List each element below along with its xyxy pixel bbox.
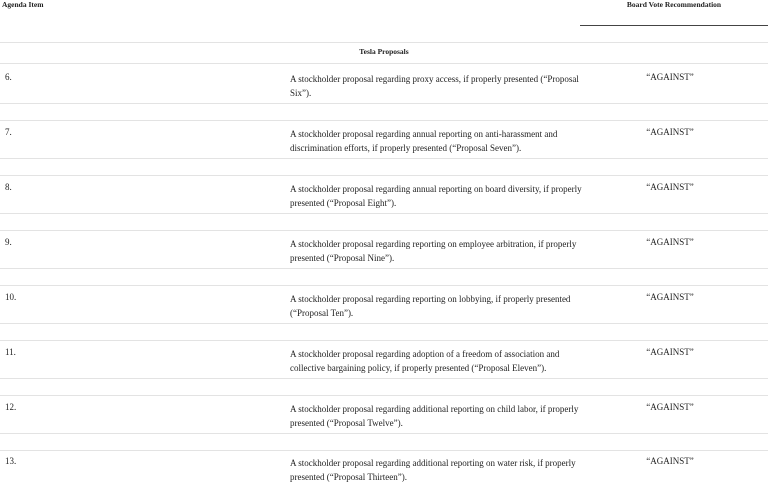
divider — [0, 395, 768, 396]
item-description: A stockholder proposal regarding annual reporting on anti-harassment and discrimination efforts, if properly presented (“Proposal Seven”). — [290, 129, 558, 153]
item-recommendation: “AGAINST” — [646, 237, 694, 247]
header-underline — [580, 25, 768, 26]
agenda-row — [0, 127, 768, 167]
agenda-row — [0, 72, 768, 112]
item-description: A stockholder proposal regarding proxy access, if properly presented (“Proposal Six”). — [290, 74, 579, 98]
item-recommendation: “AGAINST” — [646, 292, 694, 302]
item-recommendation: “AGAINST” — [646, 72, 694, 82]
divider — [0, 323, 768, 324]
agenda-item-header: Agenda Item — [2, 0, 44, 9]
item-number: 7. — [5, 127, 12, 137]
agenda-row — [0, 402, 768, 442]
divider — [0, 213, 768, 214]
agenda-row — [0, 456, 768, 486]
item-description: A stockholder proposal regarding reporting on employee arbitration, if properly presented (“Proposal Nine”). — [290, 239, 577, 263]
item-number: 11. — [5, 347, 16, 357]
divider — [0, 120, 768, 121]
agenda-row — [0, 182, 768, 222]
item-number: 12. — [5, 402, 17, 412]
item-description: A stockholder proposal regarding additional reporting on water risk, if properly presented (“Proposal Thirteen”). — [290, 458, 576, 482]
item-number: 9. — [5, 237, 12, 247]
item-recommendation: “AGAINST” — [646, 182, 694, 192]
divider — [0, 42, 768, 43]
divider — [0, 268, 768, 269]
item-recommendation: “AGAINST” — [646, 402, 694, 412]
divider — [0, 175, 768, 176]
divider — [0, 450, 768, 451]
agenda-row — [0, 292, 768, 332]
divider — [0, 103, 768, 104]
item-description: A stockholder proposal regarding annual reporting on board diversity, if properly presented (“Proposal Eight”). — [290, 184, 582, 208]
item-description: A stockholder proposal regarding adoption of a freedom of association and collective bargaining policy, if properly presented (“Proposal Eleven”). — [290, 349, 560, 373]
item-recommendation: “AGAINST” — [646, 127, 694, 137]
item-recommendation: “AGAINST” — [646, 347, 694, 357]
item-number: 6. — [5, 72, 12, 82]
divider — [0, 378, 768, 379]
item-description: A stockholder proposal regarding reporting on lobbying, if properly presented (“Proposal Ten”). — [290, 294, 571, 318]
divider — [0, 158, 768, 159]
board-vote-header: Board Vote Recommendation — [626, 0, 722, 9]
divider — [0, 63, 768, 64]
agenda-row — [0, 237, 768, 277]
section-title: Tesla Proposals — [359, 47, 409, 56]
item-number: 8. — [5, 182, 12, 192]
divider — [0, 230, 768, 231]
item-number: 10. — [5, 292, 17, 302]
divider — [0, 285, 768, 286]
divider — [0, 340, 768, 341]
item-description: A stockholder proposal regarding additional reporting on child labor, if properly presented (“Proposal Twelve”). — [290, 404, 579, 428]
item-recommendation: “AGAINST” — [646, 456, 694, 466]
divider — [0, 433, 768, 434]
item-number: 13. — [5, 456, 17, 466]
agenda-row — [0, 347, 768, 387]
